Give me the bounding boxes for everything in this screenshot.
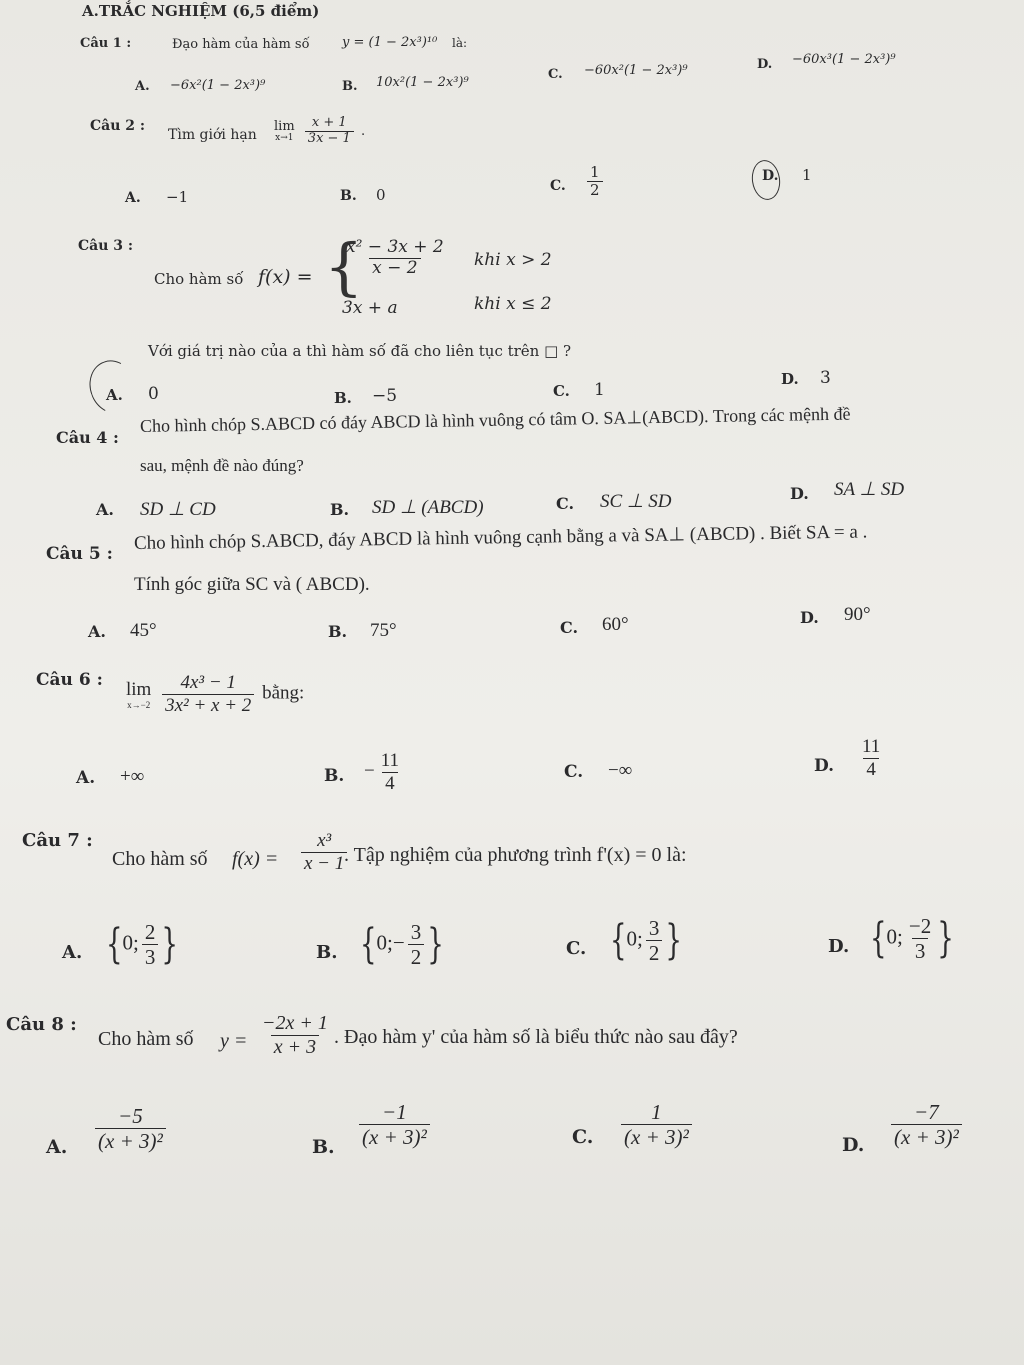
function-name: f(x) = [258, 266, 313, 288]
option-c: {0; $\frac{3}{2}$ } [610, 916, 682, 966]
option-letter: D. [814, 756, 835, 776]
option-b: $\frac{-1}{\text{(x + 3)²}}$ [356, 1100, 433, 1149]
option-letter: C. [548, 67, 563, 82]
question-prompt: Với giá trị nào của a thì hàm số đã cho liên tục trên □ ? [148, 342, 572, 360]
option-d: 3 [820, 368, 831, 388]
option-letter: A. [106, 386, 123, 404]
option-c: 1 [594, 380, 605, 400]
option-d: 1 [802, 166, 812, 184]
option-d: 90° [844, 604, 871, 625]
option-c: −∞ [608, 760, 633, 781]
option-letter: B. [342, 79, 358, 94]
question-label: Câu 8 : [6, 1014, 77, 1035]
option-b: SD ⊥ (ABCD) [372, 497, 484, 518]
question-text: Đạo hàm của hàm số [172, 37, 310, 52]
question-text: Cho hàm số [98, 1028, 194, 1050]
option-a: 45° [130, 620, 157, 641]
question-text: Cho hàm số [112, 848, 208, 870]
option-letter: D. [828, 936, 850, 957]
option-letter: A. [88, 622, 106, 641]
answer-mark-circle [82, 354, 144, 420]
question-label: Câu 5 : [46, 544, 113, 564]
option-letter: B. [324, 766, 345, 786]
option-letter: D. [800, 608, 819, 627]
option-letter: A. [125, 190, 141, 206]
option-letter: B. [334, 389, 352, 407]
case-2-condition: khi x ≤ 2 [474, 294, 552, 314]
option-letter: A. [62, 942, 83, 963]
option-letter: C. [556, 494, 575, 513]
option-b: 75° [370, 620, 397, 641]
question-formula: y = (1 − 2x³)¹⁰ [342, 35, 438, 50]
option-d: $\frac{11}{4}$ [862, 736, 881, 780]
option-c: $\frac{1}{2}$ [584, 164, 606, 200]
option-a: +∞ [120, 766, 145, 787]
question-suffix: . Đạo hàm y' của hàm số là biểu thức nào sau đây? [334, 1026, 738, 1048]
option-b: − $\frac{11}{4}$ [364, 750, 400, 794]
option-letter: A. [46, 1136, 68, 1158]
function-name: y = [220, 1030, 248, 1052]
option-letter: C. [572, 1126, 594, 1148]
option-letter: B. [316, 942, 338, 963]
option-letter: B. [312, 1136, 335, 1158]
question-suffix: . Tập nghiệm của phương trình f'(x) = 0 là: [344, 844, 687, 866]
option-letter: B. [330, 500, 350, 519]
function-fraction: $\frac{-2x + 1}{x + 3}$ [262, 1012, 328, 1058]
option-d: $\frac{-7}{\text{(x + 3)²}}$ [888, 1100, 965, 1149]
option-letter: D. [781, 370, 799, 388]
question-text: Cho hàm số [154, 270, 244, 288]
question-label: Câu 4 : [56, 428, 119, 447]
question-label: Câu 1 : [80, 36, 132, 51]
question-label: Câu 7 : [22, 830, 93, 851]
option-b: 0 [376, 186, 386, 204]
option-c: SC ⊥ SD [600, 491, 672, 512]
option-a: −6x²(1 − 2x³)⁹ [170, 78, 266, 93]
option-letter: C. [550, 178, 566, 194]
piecewise-brace: { [324, 230, 364, 303]
option-d: {0; $\frac{-2}{3}$ } [870, 914, 954, 964]
option-letter: C. [564, 762, 584, 782]
option-letter: A. [96, 500, 114, 519]
option-letter: D. [790, 484, 809, 503]
option-letter: B. [340, 188, 357, 204]
option-c: $\frac{1}{\text{(x + 3)²}}$ [618, 1100, 695, 1149]
option-letter: C. [566, 938, 587, 959]
question-label: Câu 2 : [90, 118, 146, 134]
option-letter: D. [842, 1134, 865, 1156]
question-text: Tìm giới hạn [168, 127, 257, 143]
question-label: Câu 6 : [36, 670, 103, 690]
option-d: −60x³(1 − 2x³)⁹ [792, 52, 896, 67]
option-b: −5 [372, 386, 398, 406]
option-b: 10x²(1 − 2x³)⁹ [376, 75, 469, 90]
case-1-expression: $\frac{\text{x² − 3x + 2}}{x - 2}$ [346, 237, 444, 278]
question-text-line-1: Cho hình chóp S.ABCD có đáy ABCD là hình vuông có tâm O. SA⊥(ABCD). Trong các mệnh đề [139, 403, 851, 436]
case-1-condition: khi x > 2 [474, 250, 552, 270]
question-text-line-2: Tính góc giữa SC và ( ABCD). [134, 574, 370, 595]
option-a: −1 [166, 188, 189, 206]
question-suffix: là: [452, 36, 468, 50]
section-title: A.TRẮC NGHIỆM (6,5 điểm) [82, 2, 320, 20]
limit-expression: lim x→1 $\frac{x + 1}{3x - 1}$ . [274, 115, 366, 146]
option-letter: C. [553, 382, 570, 400]
option-letter: D. [757, 57, 773, 72]
option-letter: D. [762, 168, 779, 184]
question-label: Câu 3 : [78, 238, 134, 254]
option-letter: B. [328, 622, 348, 641]
case-2-expression: 3x + a [342, 298, 398, 318]
option-letter: A. [76, 768, 96, 788]
limit-expression: lim x→−2 $\frac{\text{4x³ − 1}}{\text{3x² + x + 2}}$ bằng: [126, 672, 305, 716]
answer-mark-circle [749, 158, 782, 202]
function-fraction: $\frac{\text{x³}}{x - 1}$ [298, 830, 350, 875]
option-c: 60° [602, 614, 629, 635]
option-c: −60x²(1 − 2x³)⁹ [584, 63, 688, 78]
option-a: SD ⊥ CD [140, 499, 216, 520]
option-a: $\frac{-5}{\text{(x + 3)²}}$ [92, 1104, 169, 1153]
question-text-line-1: Cho hình chóp S.ABCD, đáy ABCD là hình vuông cạnh bằng a và SA⊥ (ABCD) . Biết SA = a . [133, 521, 868, 554]
option-d: SA ⊥ SD [834, 479, 905, 500]
option-b: {0;− $\frac{3}{2}$ } [360, 920, 444, 970]
option-letter: C. [560, 618, 579, 637]
question-text-line-2: sau, mệnh đề nào đúng? [140, 456, 304, 475]
function-name: f(x) = [232, 848, 279, 870]
option-a: {0; $\frac{2}{3}$ } [106, 920, 178, 970]
option-letter: A. [135, 79, 150, 94]
option-a: 0 [148, 384, 159, 404]
